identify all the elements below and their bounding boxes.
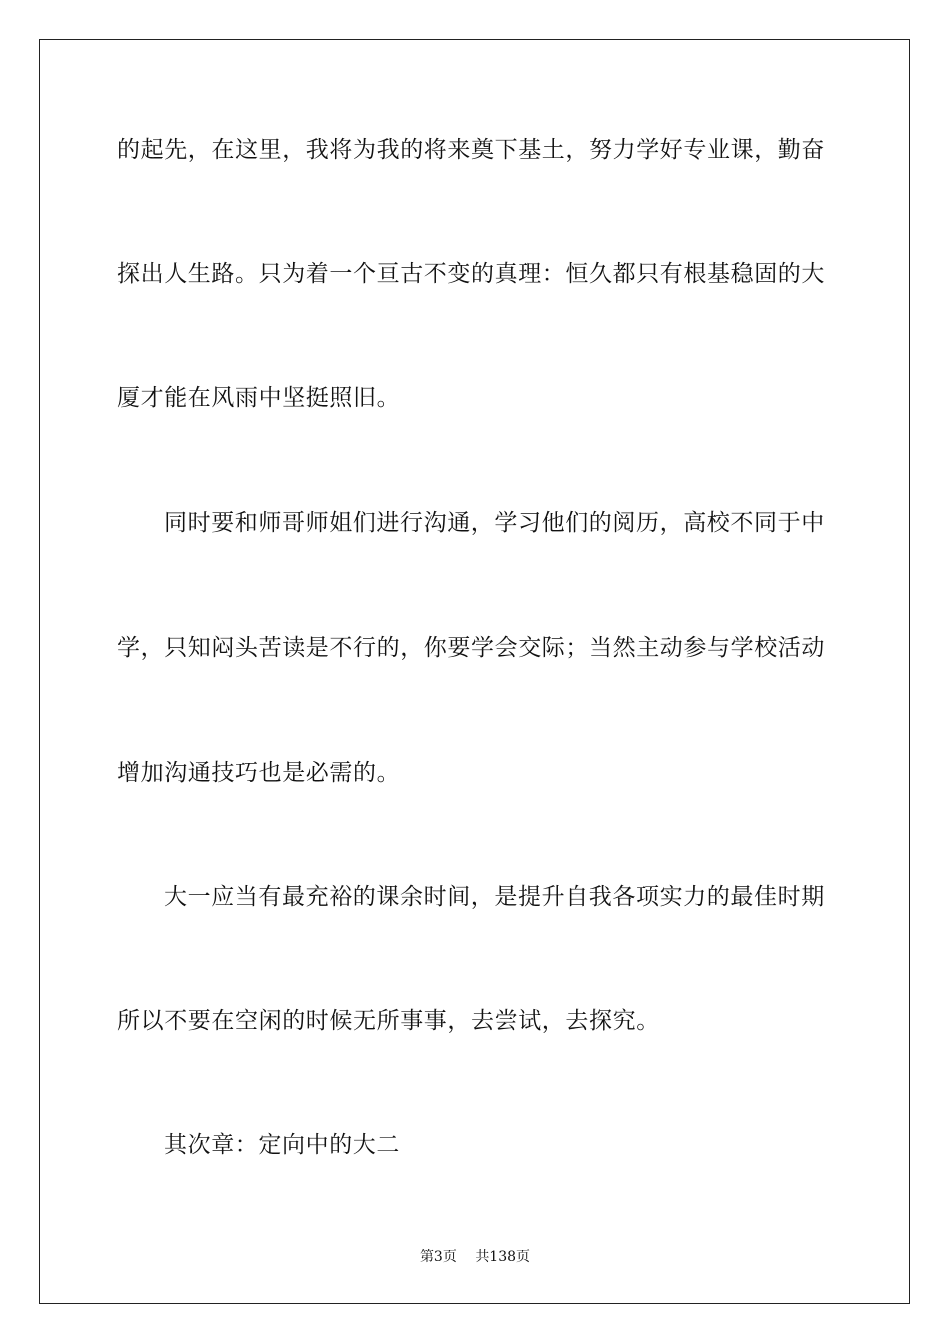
page-number: 第3页 [419, 1249, 457, 1265]
paragraph-line: 增加沟通技巧也是必需的。 [117, 760, 401, 786]
page-total: 共138页 [475, 1249, 531, 1265]
paragraph-line: 学，只知闷头苦读是不行的，你要学会交际；当然主动参与学校活动 [117, 635, 825, 661]
page-footer [0, 1248, 950, 1266]
paragraph-line: 同时要和师哥师姐们进行沟通，学习他们的阅历，高校不同于中 [164, 510, 825, 536]
paragraph-line: 所以不要在空闲的时候无所事事，去尝试，去探究。 [117, 1008, 660, 1034]
paragraph-line: 探出人生路。只为着一个亘古不变的真理：恒久都只有根基稳固的大 [117, 261, 825, 287]
paragraph-line: 厦才能在风雨中坚挺照旧。 [117, 385, 401, 411]
page-border [39, 39, 910, 1304]
paragraph-line: 大一应当有最充裕的课余时间，是提升自我各项实力的最佳时期 [164, 884, 825, 910]
section-heading: 其次章：定向中的大二 [164, 1132, 400, 1158]
paragraph-line: 的起先，在这里，我将为我的将来奠下基土，努力学好专业课，勤奋 [117, 137, 825, 163]
